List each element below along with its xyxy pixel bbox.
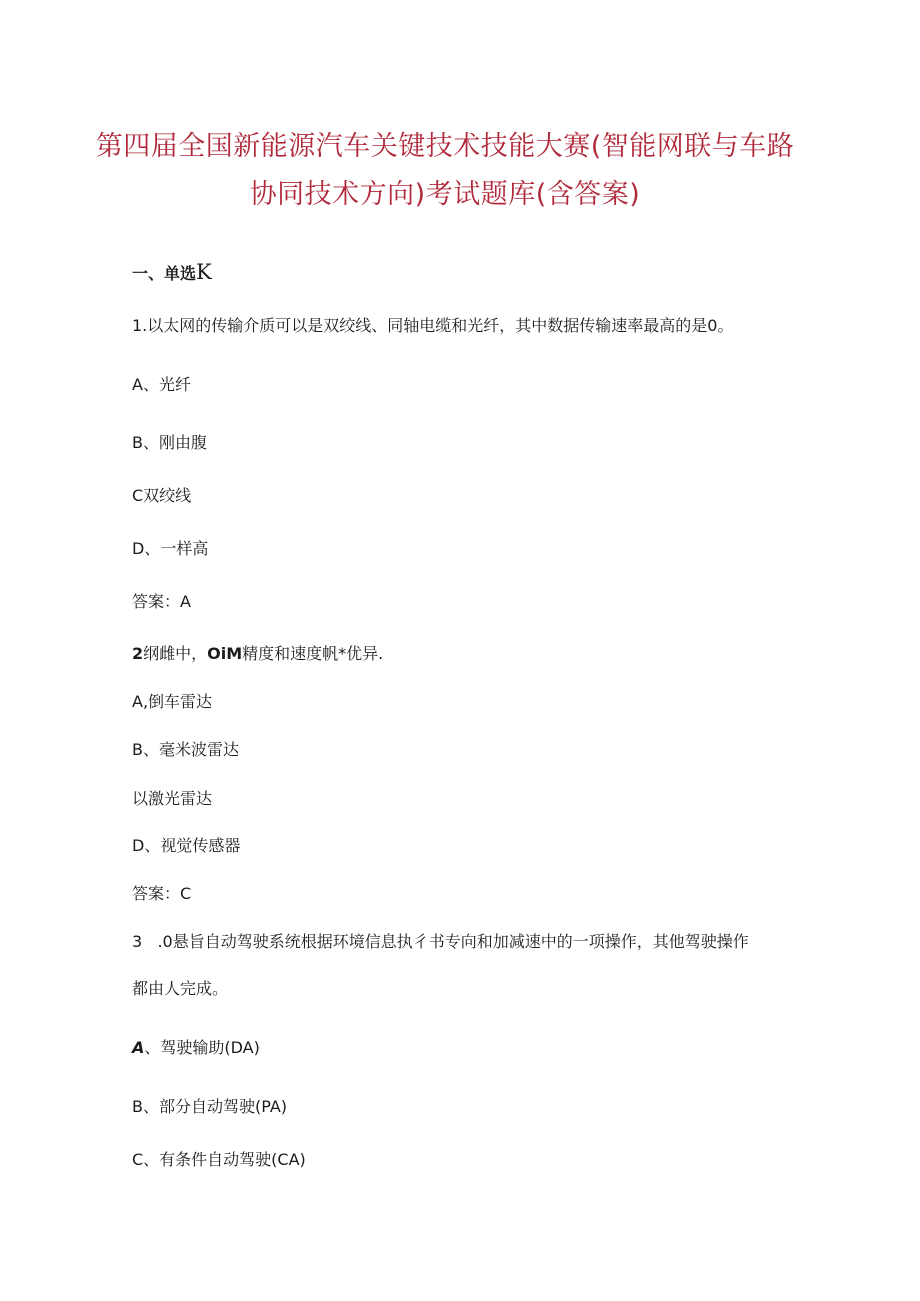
question-2-stem	[132, 641, 383, 664]
question-2-option-c: 以激光雷达	[132, 789, 213, 808]
document-title-line-1: 第四届全国新能源汽车关键技术技能大赛(智能网联与车路	[95, 131, 795, 162]
question-1-option-d: D、一样高	[132, 539, 209, 558]
question-1-option-a: A、光纤	[132, 375, 191, 394]
question-1-answer: 答案：A	[132, 592, 191, 611]
question-1-option-c: C双绞线	[132, 486, 192, 505]
question-3-stem-line-2: 都由人完成。	[132, 979, 229, 998]
question-1-option-b: B、刚由腹	[132, 433, 207, 452]
section-heading	[132, 260, 212, 284]
question-3-option-a-letter: A	[132, 1038, 145, 1057]
question-2-stem-bold: OiM	[207, 644, 243, 663]
question-3-option-a-text: 、驾驶输助(DA)	[144, 1038, 260, 1057]
question-1-stem: 1.以太网的传输介质可以是双绞线、同轴电缆和光纤，其中数据传输速率最高的是0。	[132, 316, 734, 335]
question-2-number: 2	[132, 644, 144, 663]
question-3-option-a	[132, 1035, 260, 1058]
question-3-option-b: B、部分自动驾驶(PA)	[132, 1097, 288, 1116]
question-2-option-a: A,倒车雷达	[132, 692, 213, 711]
section-heading-text: 一、单选	[132, 264, 197, 283]
section-heading-suffix: K	[196, 260, 212, 284]
question-3-option-c: C、有条件自动驾驶(CA)	[132, 1150, 306, 1169]
question-2-stem-part-1: 纲雌中，	[143, 644, 208, 663]
question-2-answer: 答案：C	[132, 884, 192, 903]
document-title-line-2: 协同技术方向)考试题库(含答案)	[249, 179, 641, 210]
question-2-option-b: B、毫米波雷达	[132, 740, 239, 759]
question-2-stem-part-2: 精度和速度帆*优异.	[242, 644, 384, 663]
question-3-stem-line-1: 3 .0悬旨自动驾驶系统根据环境信息执彳书专向和加减速中的一项操作，其他驾驶操作	[132, 932, 749, 951]
question-2-option-d: D、视觉传感器	[132, 836, 241, 855]
